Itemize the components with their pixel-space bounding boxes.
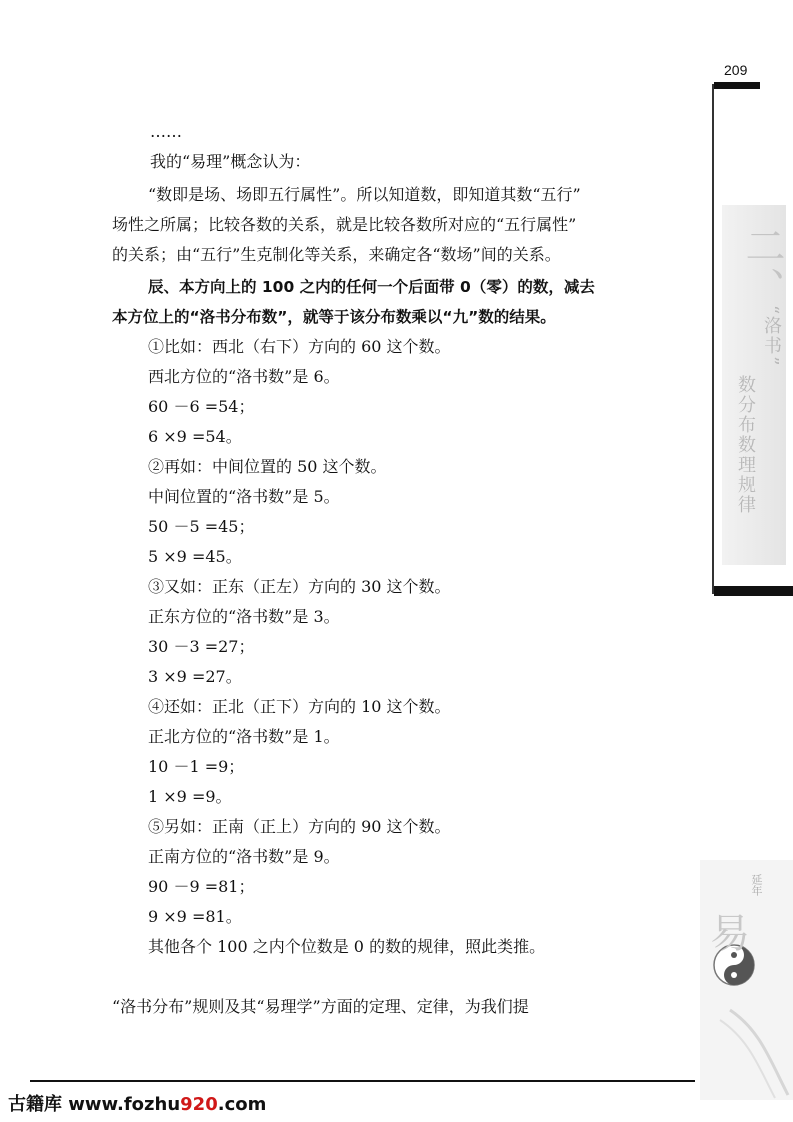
text-line: ④还如：正北（正下）方向的 10 这个数。 [148,697,451,716]
watermark-left: 古籍库 www.fozhu [8,1094,181,1115]
text-line: ⑤另如：正南（正上）方向的 90 这个数。 [148,817,451,836]
text-line: ②再如：中间位置的 50 这个数。 [148,457,387,476]
text-line: ①比如：西北（右下）方向的 60 这个数。 [148,337,451,356]
margin-bar [714,586,793,596]
text-line: 西北方位的“洛书数”是 6。 [148,367,340,386]
chapter-side-tab [722,205,786,565]
text-line: 我的“易理”概念认为： [150,152,311,171]
text-line: 中间位置的“洛书数”是 5。 [148,487,340,506]
text-line: 3 ×9 =27。 [148,667,242,686]
emblem-caption: 延年 [750,874,763,896]
text-line: 正东方位的“洛书数”是 3。 [148,607,340,626]
text-line: 本方位上的“洛书分布数”，就等于该分布数乘以“九”数的结果。 [112,308,556,326]
text-line: 正南方位的“洛书数”是 9。 [148,847,340,866]
text-line: “洛书分布”规则及其“易理学”方面的定理、定律，为我们提 [112,997,529,1016]
chapter-title: “洛书” [761,305,782,368]
page-number: 209 [724,62,748,78]
header-bar [714,82,760,89]
taiji-icon [700,860,793,1100]
text-line: 6 ×9 =54。 [148,427,242,446]
chapter-subtitle: 数分布数理规律 [735,375,756,515]
yin-yang-emblem [700,860,793,1100]
text-line: 其他各个 100 之内个位数是 0 的数的规律，照此类推。 [148,937,546,956]
site-watermark [8,1090,266,1116]
text-line: 50 －5 =45； [148,517,255,536]
text-line: 辰、本方向上的 100 之内的任何一个后面带 0（零）的数，减去 [148,278,595,296]
text-line: ③又如：正东（正左）方向的 30 这个数。 [148,577,451,596]
emblem-character: 易 [710,911,750,957]
text-line: 30 －3 =27； [148,637,255,656]
text-line: 场性之所属；比较各数的关系，就是比较各数所对应的“五行属性” [112,215,577,234]
text-line: 的关系；由“五行”生克制化等关系，来确定各“数场”间的关系。 [112,245,561,264]
text-line: 1 ×9 =9。 [148,787,232,806]
text-line: 10 －1 =9； [148,757,245,776]
text-line: 60 －6 =54； [148,397,255,416]
text-line: …… [150,122,182,141]
text-line: 90 －9 =81； [148,877,255,896]
text-line: 9 ×9 =81。 [148,907,242,926]
chapter-numeral: 二、 [739,225,785,309]
text-line: 正北方位的“洛书数”是 1。 [148,727,340,746]
text-line: 5 ×9 =45。 [148,547,242,566]
footer-rule [30,1080,695,1082]
watermark-mid: 920 [180,1094,218,1115]
watermark-right: .com [217,1094,267,1115]
text-line: “数即是场、场即五行属性”。所以知道数，即知道其数“五行” [148,185,581,204]
margin-rule [712,84,714,594]
